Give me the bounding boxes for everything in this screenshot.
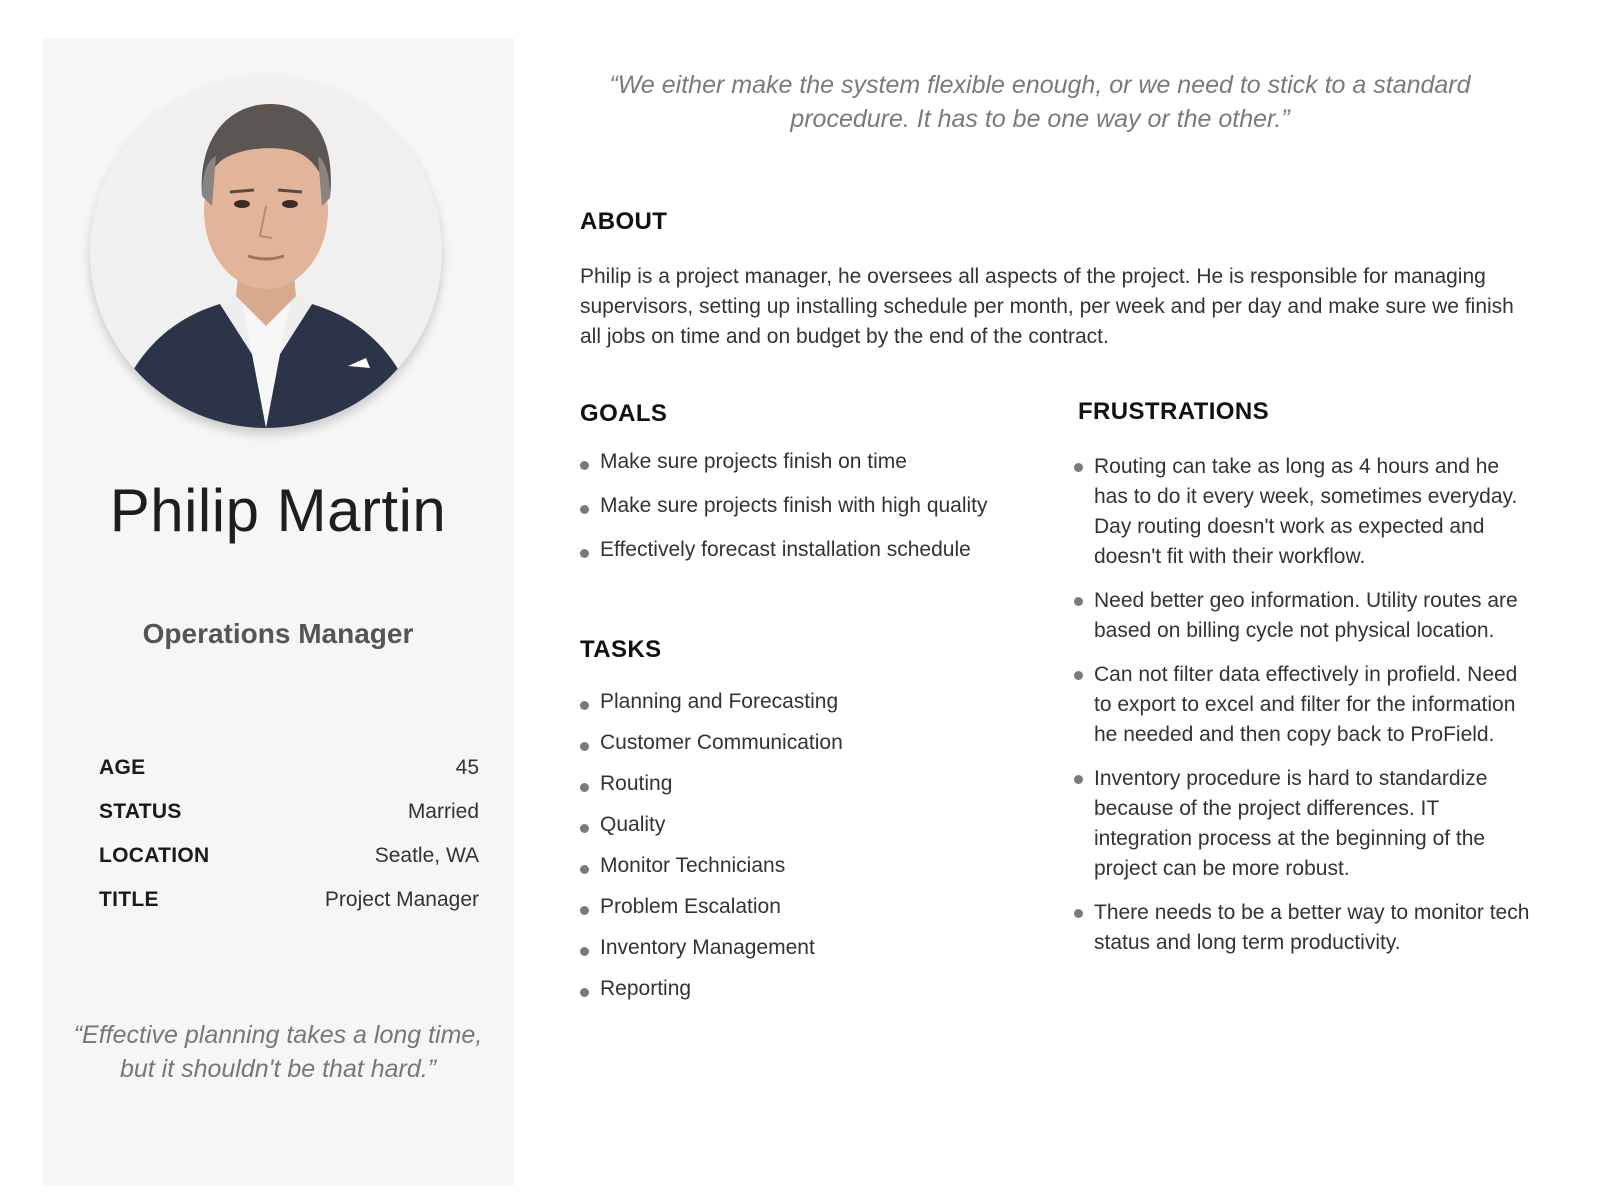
goals-list xyxy=(580,450,1050,582)
persona-facts xyxy=(99,756,479,932)
tasks-list xyxy=(580,690,1050,1018)
persona-name: Philip Martin xyxy=(109,477,447,544)
frustrations-list xyxy=(1074,452,1534,972)
list-item: Can not filter data effectively in profield. Need to export to excel and filter for the information he needed and then copy back to ProField. xyxy=(1074,660,1534,750)
about-text: Philip is a project manager, he oversees all aspects of the project. He is responsible for managing supervisors, setting up installing schedule per month, per week and per day and make sure we finish all jobs on time and on budget by the end of the contract. xyxy=(580,265,1514,348)
fact-value: 45 xyxy=(455,756,479,779)
list-item: Need better geo information. Utility routes are based on billing cycle not physical location. xyxy=(1074,586,1534,646)
fact-value: Project Manager xyxy=(324,888,479,911)
headline-quote: “We either make the system flexible enough, or we need to stick to a standard procedure. It has to be one way or the other.” xyxy=(609,71,1471,133)
about-heading: ABOUT xyxy=(580,208,668,235)
list-item: Reporting xyxy=(580,977,1050,1018)
avatar xyxy=(90,76,442,428)
list-item: Inventory procedure is hard to standardize because of the project differences. IT integration process at the beginning of the project can be more robust. xyxy=(1074,764,1534,884)
list-item: Inventory Management xyxy=(580,936,1050,977)
list-item: Make sure projects finish with high quality xyxy=(580,494,1050,538)
fact-row-status xyxy=(99,800,479,844)
fact-label: AGE xyxy=(99,756,146,779)
persona-sidebar xyxy=(42,38,514,1186)
frustrations-heading: FRUSTRATIONS xyxy=(1078,398,1270,425)
fact-label: STATUS xyxy=(99,800,182,823)
list-item: Monitor Technicians xyxy=(580,854,1050,895)
list-item: Quality xyxy=(580,813,1050,854)
list-item: There needs to be a better way to monitor tech status and long term productivity. xyxy=(1074,898,1534,958)
list-item: Planning and Forecasting xyxy=(580,690,1050,731)
list-item: Routing can take as long as 4 hours and he has to do it every week, sometimes everyday. Day routing doesn't work as expected and doesn't fit with their workflow. xyxy=(1074,452,1534,572)
persona-quote: “Effective planning takes a long time, but it shouldn't be that hard.” xyxy=(73,1021,483,1083)
list-item: Make sure projects finish on time xyxy=(580,450,1050,494)
tasks-heading: TASKS xyxy=(580,636,662,663)
fact-row-title xyxy=(99,888,479,932)
list-item: Problem Escalation xyxy=(580,895,1050,936)
list-item: Routing xyxy=(580,772,1050,813)
fact-row-age xyxy=(99,756,479,800)
list-item: Customer Communication xyxy=(580,731,1050,772)
fact-label: TITLE xyxy=(99,888,159,911)
persona-photo xyxy=(90,76,442,428)
goals-heading: GOALS xyxy=(580,400,668,427)
persona-role: Operations Manager xyxy=(142,618,414,649)
fact-value: Seatle, WA xyxy=(374,844,479,867)
fact-value: Married xyxy=(407,800,479,823)
fact-row-location xyxy=(99,844,479,888)
fact-label: LOCATION xyxy=(99,844,210,867)
list-item: Effectively forecast installation schedule xyxy=(580,538,1050,582)
